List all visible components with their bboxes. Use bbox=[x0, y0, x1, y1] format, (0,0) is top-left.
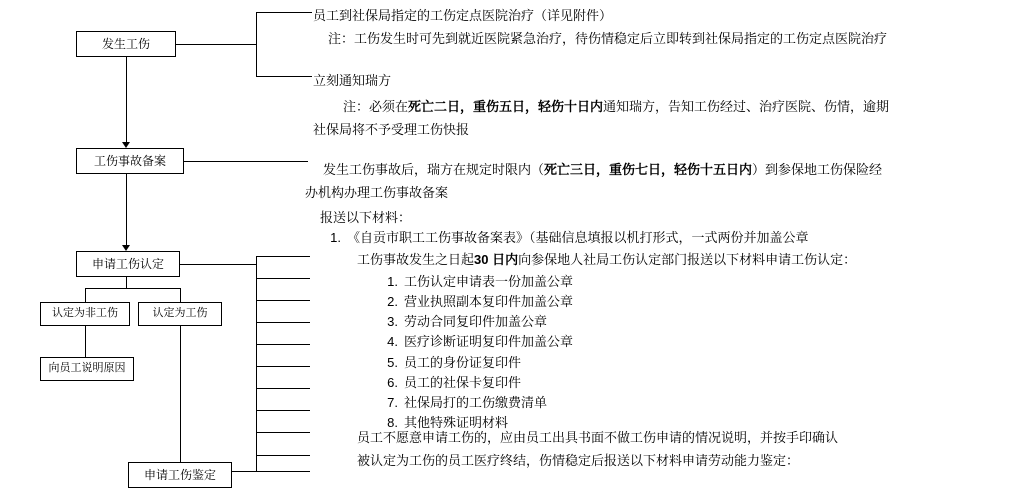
flow-node-explain-to-employee bbox=[40, 357, 134, 381]
text-emphasis: 30 日内 bbox=[474, 252, 519, 267]
bracket-occurrence-top bbox=[256, 12, 312, 13]
text-treatment-note bbox=[328, 29, 887, 49]
connector-apply-to-branch bbox=[126, 277, 127, 288]
connector-record-to-apply bbox=[126, 174, 127, 245]
list-item-text: 其他特殊证明材料 bbox=[404, 414, 509, 430]
flow-node-label: 认定为非工伤 bbox=[52, 307, 118, 320]
bracket-record-lead bbox=[184, 161, 308, 162]
list-item-number: 1. bbox=[330, 230, 341, 245]
bracket-apply-tick bbox=[256, 300, 310, 301]
recognition-materials-list bbox=[372, 272, 573, 433]
text-content: ）到参保地工伤保险经 bbox=[752, 162, 883, 177]
flow-node-label: 发生工伤 bbox=[101, 36, 150, 51]
arrow-icon bbox=[122, 142, 130, 148]
list-item bbox=[372, 272, 573, 292]
bracket-apply-tick bbox=[256, 388, 310, 389]
connector-branch-bus bbox=[85, 288, 180, 289]
list-item bbox=[315, 228, 809, 248]
flow-node-not-work-injury bbox=[40, 302, 130, 326]
text-content: 工伤事故发生之日起 bbox=[357, 252, 475, 267]
list-item bbox=[372, 353, 573, 373]
text-content: 被认定为工伤的员工医疗终结，伤情稳定后报送以下材料申请劳动能力鉴定： bbox=[357, 453, 800, 468]
text-materials-heading bbox=[320, 208, 411, 228]
list-item-text: 工伤认定申请表一份加盖公章 bbox=[404, 274, 574, 289]
text-content: 注：必须在 bbox=[343, 99, 409, 114]
text-content: 报送以下材料： bbox=[320, 210, 412, 225]
list-item-number: 5. bbox=[387, 354, 398, 370]
list-item-number: 6. bbox=[387, 374, 398, 390]
list-item-number: 4. bbox=[387, 334, 398, 350]
bracket-apply-tick bbox=[256, 455, 310, 456]
connector-branch-right bbox=[180, 288, 181, 302]
list-item-text: 营业执照副本复印件加盖公章 bbox=[404, 294, 574, 310]
list-item-text: 医疗诊断证明复印件加盖公章 bbox=[404, 334, 574, 350]
text-content: 员工不愿意申请工伤的，应由员工出具书面不做工伤申请的情况说明，并按手印确认 bbox=[357, 430, 839, 445]
text-refusal-statement bbox=[357, 428, 838, 448]
text-content: 办机构办理工伤事故备案 bbox=[305, 185, 449, 200]
text-content: 注：工伤发生时可先到就近医院紧急治疗，待伤情稳定后立即转到社保局指定的工伤定点医院治疗 bbox=[328, 31, 888, 46]
bracket-occurrence-mid bbox=[176, 44, 256, 45]
list-item-number: 3. bbox=[387, 314, 398, 330]
bracket-apply-tick bbox=[256, 366, 310, 367]
text-record-deadline bbox=[323, 160, 882, 180]
record-materials-list bbox=[315, 228, 809, 248]
connector-notinjury-to-explain bbox=[85, 326, 86, 357]
text-treatment-line bbox=[313, 6, 612, 26]
flow-node-label: 认定为工伤 bbox=[152, 307, 208, 320]
flow-node-label: 向员工说明原因 bbox=[48, 362, 126, 375]
flow-node-apply-appraisal bbox=[128, 462, 232, 488]
text-content: 员工到社保局指定的工伤定点医院治疗（详见附件） bbox=[313, 8, 613, 23]
bracket-apply-tick bbox=[256, 432, 310, 433]
connector-isinjury-to-appraisal bbox=[180, 326, 181, 462]
list-item-text: 《自贡市职工工伤事故备案表》（基础信息填报以机打形式，一式两份并加盖公章 bbox=[347, 230, 809, 245]
flow-node-apply-recognition bbox=[76, 251, 180, 277]
list-item-number: 2. bbox=[387, 294, 398, 310]
text-emphasis: 死亡三日，重伤七日，轻伤十五日内 bbox=[544, 162, 753, 177]
text-content: 社保局将不予受理工伤快报 bbox=[313, 122, 470, 137]
connector-occurrence-to-record bbox=[126, 57, 127, 142]
bracket-apply-spine bbox=[256, 256, 257, 471]
text-notify-rf bbox=[313, 71, 391, 91]
list-item bbox=[372, 332, 573, 352]
flow-node-label: 申请工伤鉴定 bbox=[143, 467, 216, 482]
list-item-text: 社保局打的工伤缴费清单 bbox=[404, 394, 548, 410]
flow-node-is-work-injury bbox=[138, 302, 222, 326]
text-notify-note bbox=[343, 97, 889, 117]
flow-node-record bbox=[76, 148, 184, 174]
flow-node-occurrence bbox=[76, 31, 176, 57]
list-item-text: 员工的社保卡复印件 bbox=[404, 374, 522, 390]
bracket-appraisal-lead bbox=[232, 471, 310, 472]
bracket-apply-lead bbox=[180, 264, 256, 265]
list-item-number: 7. bbox=[387, 394, 398, 410]
text-content: 发生工伤事故后，瑞方在规定时限内（ bbox=[323, 162, 545, 177]
connector-branch-left bbox=[85, 288, 86, 302]
bracket-apply-tick bbox=[256, 322, 310, 323]
bracket-occurrence bbox=[256, 12, 257, 76]
bracket-apply-tick bbox=[256, 344, 310, 345]
flow-node-label: 工伤事故备案 bbox=[93, 153, 166, 168]
text-emphasis: 死亡二日，重伤五日，轻伤十日内 bbox=[408, 99, 604, 114]
text-content: 通知瑞方，告知工伤经过、治疗医院、伤情，逾期 bbox=[603, 99, 890, 114]
list-item-number: 8. bbox=[387, 414, 398, 430]
bracket-apply-tick bbox=[256, 256, 310, 257]
bracket-apply-tick bbox=[256, 410, 310, 411]
text-content: 向参保地人社局工伤认定部门报送以下材料申请工伤认定： bbox=[518, 252, 857, 267]
list-item bbox=[372, 373, 573, 393]
list-item-text: 员工的身份证复印件 bbox=[404, 354, 522, 370]
list-item bbox=[372, 312, 573, 332]
list-item bbox=[372, 292, 573, 312]
bracket-occurrence-bottom bbox=[256, 76, 312, 77]
text-content: 立刻通知瑞方 bbox=[313, 73, 392, 88]
arrow-icon bbox=[122, 245, 130, 251]
text-record-deadline-cont bbox=[305, 183, 448, 203]
list-item-text: 劳动合同复印件加盖公章 bbox=[404, 314, 548, 330]
text-notify-note-cont bbox=[313, 120, 469, 140]
list-item bbox=[372, 393, 573, 413]
bracket-apply-tick bbox=[256, 278, 310, 279]
flow-node-label: 申请工伤认定 bbox=[91, 256, 164, 271]
list-item-number: 1. bbox=[387, 274, 398, 289]
text-recognition-deadline bbox=[357, 250, 856, 270]
text-appraisal-intro bbox=[357, 451, 799, 471]
